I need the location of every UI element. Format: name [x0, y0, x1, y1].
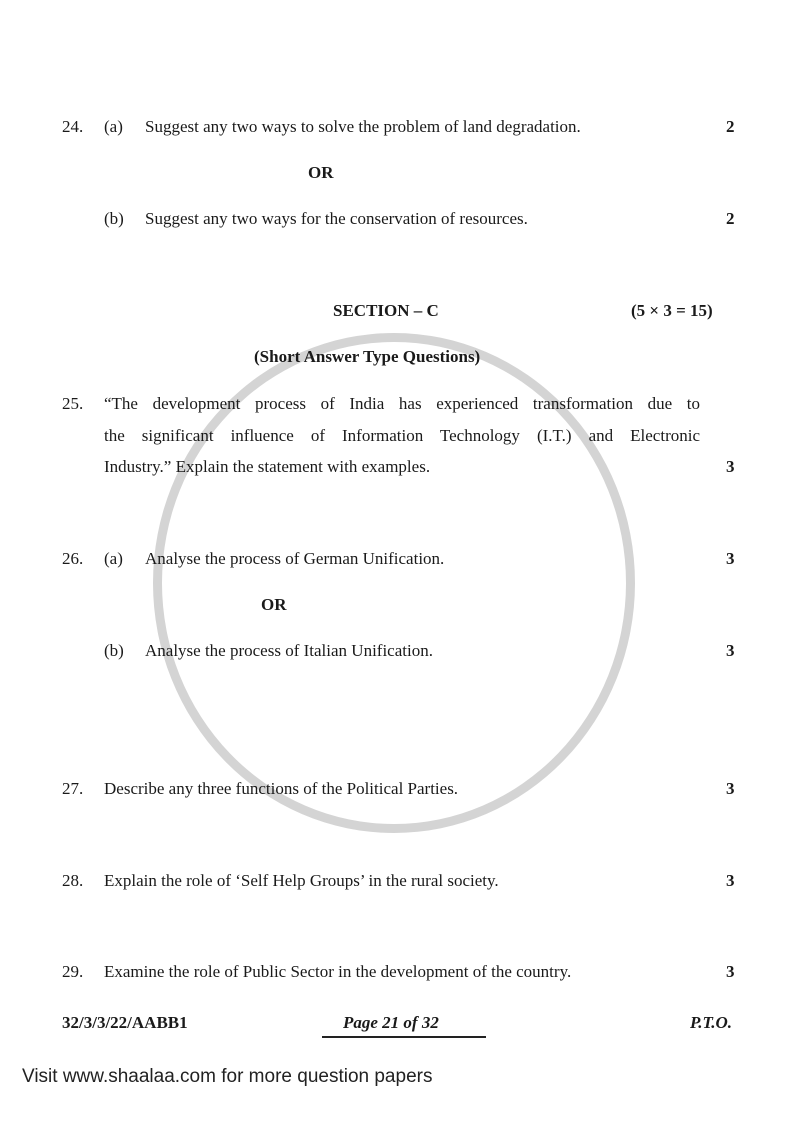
q29-text: Examine the role of Public Sector in the development of the country.	[104, 962, 572, 981]
q27-marks: 3	[726, 779, 735, 798]
q24-b-marks: 2	[726, 209, 735, 228]
q24-b-label: (b)	[104, 209, 124, 228]
q25-line: “The development process of India has experienced transformation due to	[104, 394, 700, 413]
section-marks: (5 × 3 = 15)	[631, 301, 713, 320]
q24-a-marks: 2	[726, 117, 735, 136]
q24-number: 24.	[62, 117, 84, 136]
q26-a-label: (a)	[104, 549, 123, 568]
pto-label: P.T.O.	[690, 1013, 733, 1032]
q28-number: 28.	[62, 871, 84, 890]
promo-text: Visit www.shaalaa.com for more question papers	[22, 1066, 433, 1087]
q28-text: Explain the role of ‘Self Help Groups’ in the rural society.	[104, 871, 499, 890]
q27-text: Describe any three functions of the Political Parties.	[104, 779, 459, 798]
q26-b-text: Analyse the process of Italian Unification.	[145, 641, 433, 660]
q26-b-label: (b)	[104, 641, 124, 660]
q27-number: 27.	[62, 779, 84, 798]
q25-line: Industry.” Explain the statement with examples.	[104, 457, 431, 476]
q26-or: OR	[261, 595, 287, 614]
q26-number: 26.	[62, 549, 84, 568]
page-underline	[322, 1036, 486, 1038]
q28-marks: 3	[726, 871, 735, 890]
q25-number: 25.	[62, 394, 84, 413]
q24-or: OR	[308, 163, 334, 182]
q29-number: 29.	[62, 962, 84, 981]
q26-a-marks: 3	[726, 549, 735, 568]
q25-marks: 3	[726, 457, 735, 476]
q25-line: the significant influence of Information Technology (I.T.) and Electronic	[104, 426, 700, 445]
q26-a-text: Analyse the process of German Unification.	[145, 549, 445, 568]
paper-code: 32/3/3/22/AABB1	[62, 1013, 188, 1032]
section-subtitle: (Short Answer Type Questions)	[254, 347, 481, 366]
q24-a-label: (a)	[104, 117, 123, 136]
section-title: SECTION – C	[333, 301, 439, 320]
page-number: Page 21 of 32	[343, 1013, 439, 1032]
q24-b-text: Suggest any two ways for the conservation of resources.	[145, 209, 528, 228]
q26-b-marks: 3	[726, 641, 735, 660]
q24-a-text: Suggest any two ways to solve the problem of land degradation.	[145, 117, 581, 136]
q29-marks: 3	[726, 962, 735, 981]
